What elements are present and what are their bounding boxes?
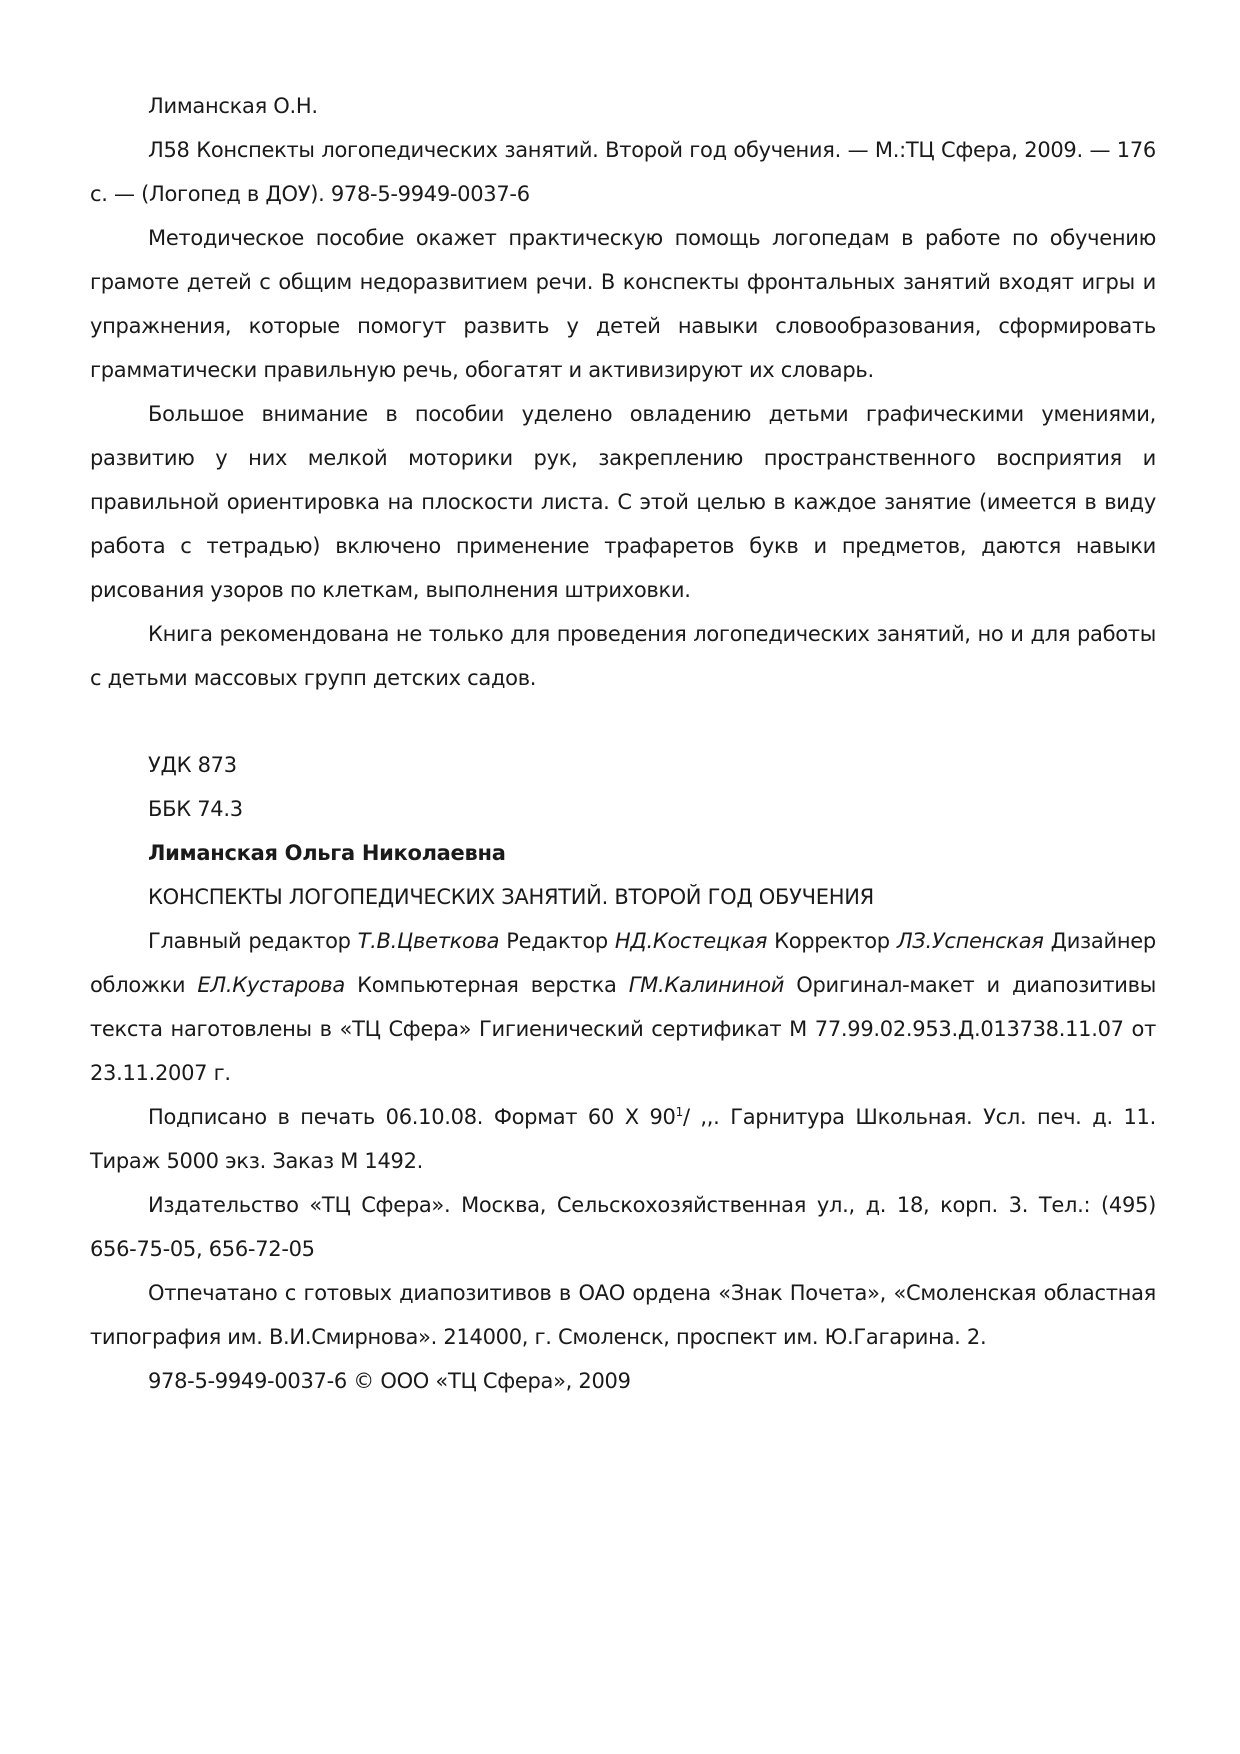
chief-editor-label: Главный редактор <box>148 929 351 953</box>
print-info <box>90 1095 1156 1183</box>
abstract-paragraph-1: Методическое пособие окажет практическую помощь логопедам в работе по обучению грамоте детей с общим недоразвитием речи. В конспекты фронтальных занятий входят игры и упражнения, которые помогут развить у детей навыки словообразования, сформировать грамматически правильную речь, обогатят и активизируют их словарь. <box>90 226 1156 382</box>
publisher-info: Издательство «ТЦ Сфера». Москва, Сельскохозяйственная ул., д. 18, корп. 3. Тел.: (495) 656-75-05, 656-72-05 <box>90 1193 1156 1261</box>
cover-designer-label: Дизайнер обложки <box>90 929 1156 997</box>
book-title: КОНСПЕКТЫ ЛОГОПЕДИЧЕСКИХ ЗАНЯТИЙ. ВТОРОЙ ГОД ОБУЧЕНИЯ <box>148 885 874 909</box>
abstract-paragraph-2: Большое внимание в пособии уделено овладению детьми графическими умениями, развитию у них мелкой моторики рук, закреплению пространственного восприятия и правильной ориентировка на плоскости листа. С этой целью в каждое занятие (имеется в виду работа с тетрадью) включено применение трафаретов букв и предметов, даются навыки рисования узоров по клеткам, выполнения штриховки. <box>90 402 1156 602</box>
cover-designer-name: ЕЛ.Кустарова <box>197 973 345 997</box>
author-full-name: Лиманская Ольга Николаевна <box>148 841 506 865</box>
printer-info: Отпечатано с готовых диапозитивов в ОАО ордена «Знак Почета», «Смоленская областная типография им. В.И.Смирнова». 214000, г. Смоленск, проспект им. Ю.Гагарина. 2. <box>90 1281 1156 1349</box>
credits-rest: Оригинал-макет и диапозитивы текста наготовлены в «ТЦ Сфера» Гигиенический сертификат М 77.99.02.953.Д.013738.11.07 от 23.11.2007 г. <box>90 973 1156 1085</box>
document-page <box>90 84 1156 1403</box>
copyright-line: 978-5-9949-0037-6 © ООО «ТЦ Сфера», 2009 <box>148 1369 631 1393</box>
corrector-label: Корректор <box>774 929 890 953</box>
print-info-main: Подписано в печать 06.10.08. Формат 60 X 90 <box>148 1105 676 1129</box>
format-superscript: 1 <box>675 1105 683 1119</box>
editor-name: НД.Костецкая <box>614 929 768 953</box>
layout-name: ГМ.Калининой <box>628 973 785 997</box>
bbk-code: ББК 74.3 <box>148 797 243 821</box>
author-header: Лиманская О.Н. <box>148 94 318 118</box>
layout-label: Компьютерная верстка <box>357 973 617 997</box>
udk-code: УДК 873 <box>148 753 237 777</box>
editor-label: Редактор <box>506 929 608 953</box>
print-info-rest: / ,,. Гарнитура Школьная. Усл. печ. д. 11. Тираж 5000 экз. Заказ М 1492. <box>90 1105 1156 1173</box>
chief-editor-name: Т.В.Цветкова <box>357 929 500 953</box>
credits-paragraph <box>90 919 1156 1095</box>
corrector-name: ЛЗ.Успенская <box>896 929 1044 953</box>
catalog-entry: Л58 Конспекты логопедических занятий. Второй год обучения. — М.:ТЦ Сфера, 2009. — 176 с. — (Логопед в ДОУ). 978-5-9949-0037-6 <box>90 138 1156 206</box>
abstract-paragraph-3: Книга рекомендована не только для проведения логопедических занятий, но и для работы с детьми массовых групп детских садов. <box>90 622 1156 690</box>
